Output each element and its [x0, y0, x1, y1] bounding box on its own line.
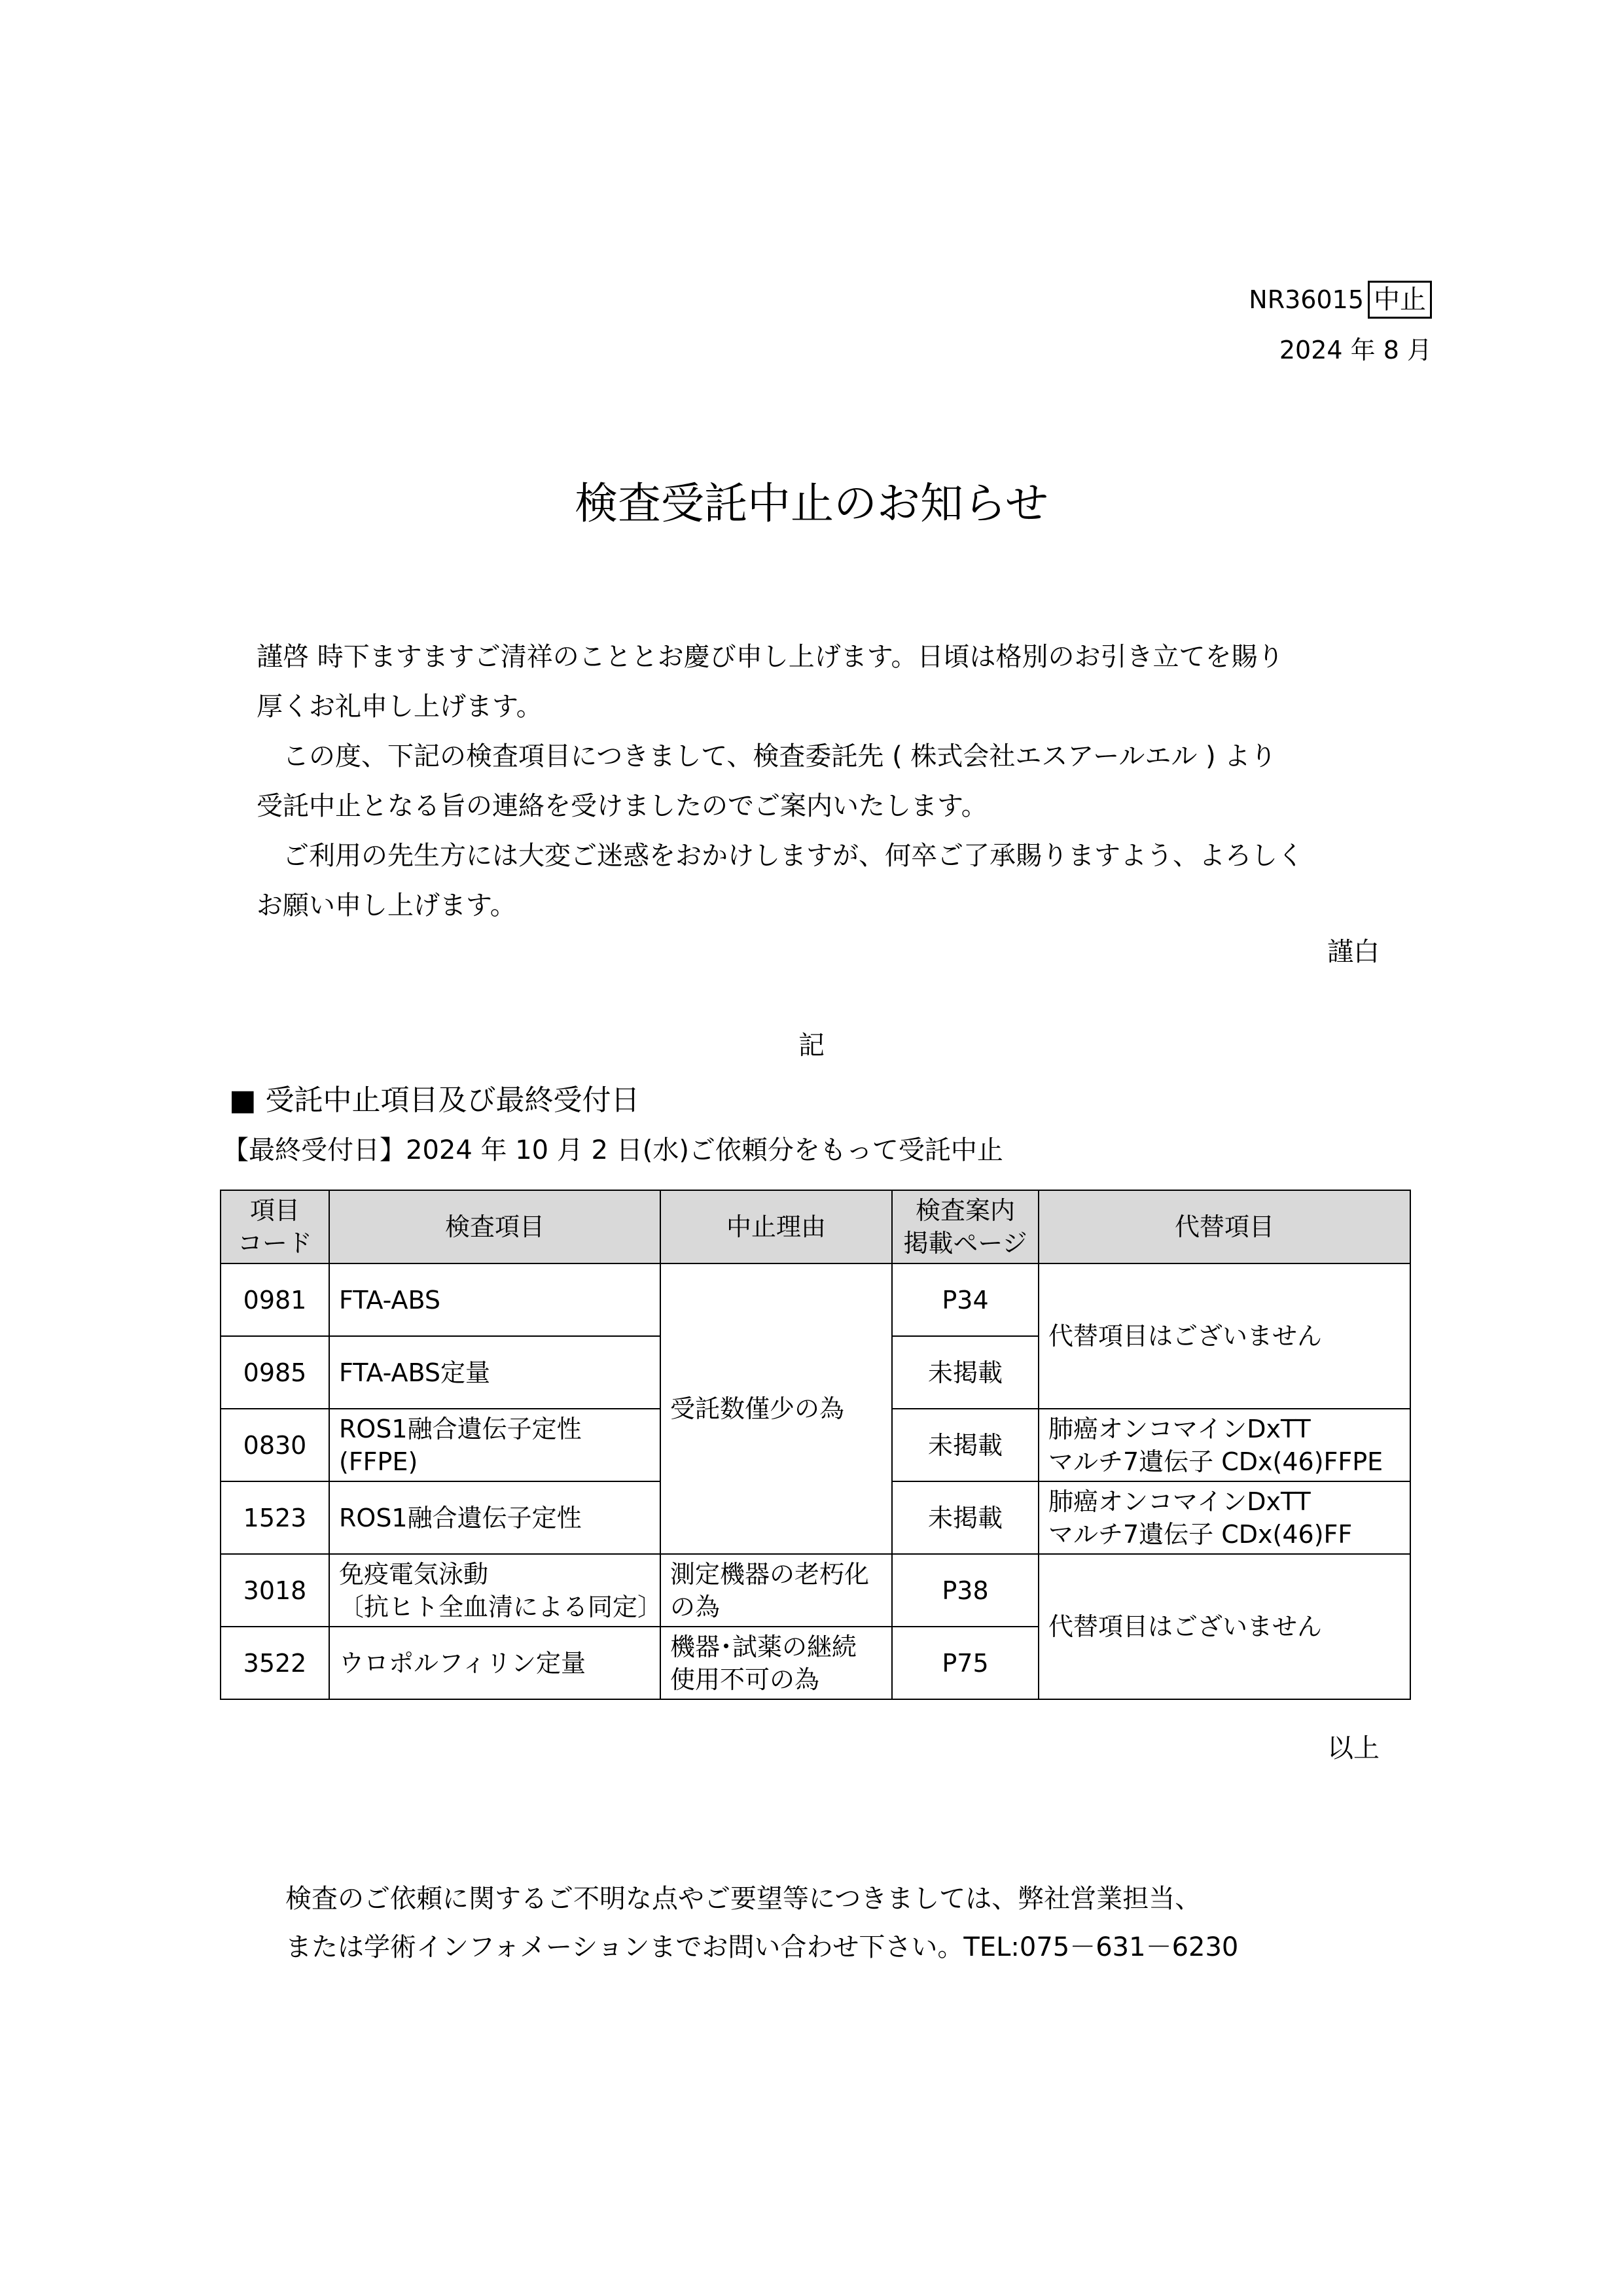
closing-word: 謹白	[1327, 937, 1380, 967]
header-reason: 中止理由	[660, 1190, 892, 1263]
greeting-paragraph: 謹啓 時下ますますご清祥のこととお慶び申し上げます。日頃は格別のお引き立てを賜り 厚くお礼申し上げます。	[257, 642, 1284, 722]
guide-page: P75	[892, 1627, 1039, 1699]
item-name: FTA-ABS	[329, 1263, 660, 1336]
alternative-item: 代替項目はございません	[1039, 1554, 1410, 1699]
item-code: 0830	[221, 1409, 329, 1481]
end-mark: 以上	[1327, 1733, 1380, 1763]
item-name: ROS1融合遺伝子定性	[329, 1481, 660, 1554]
contact-line-1: 検査のご依頼に関するご不明な点やご要望等につきましては、弊社営業担当、	[285, 1884, 1202, 1914]
notice-paragraph: この度、下記の検査項目につきまして、検査委託先 ( 株式会社エスアールエル ) より 受託中止となる旨の連絡を受けましたのでご案内いたします。	[257, 741, 1277, 821]
item-name: ROS1融合遺伝子定性 (FFPE)	[329, 1409, 660, 1481]
item-code: 0985	[221, 1336, 329, 1409]
alternative-item: 肺癌オンコマインDxTT マルチ7遺伝子 CDx(46)FFPE	[1039, 1409, 1410, 1481]
apology-paragraph: ご利用の先生方には大変ご迷惑をおかけしますが、何卒ご了承賜りますよう、よろしく お願い申し上げます。	[257, 841, 1304, 921]
item-code: 3522	[221, 1627, 329, 1699]
guide-page: 未掲載	[892, 1481, 1039, 1554]
discontinue-reason: 機器･試薬の継続 使用不可の為	[660, 1627, 892, 1699]
alternative-item: 代替項目はございません	[1039, 1263, 1410, 1409]
header-page-text: 検査案内 掲載ページ	[903, 1196, 1027, 1258]
status-stamp: 中止	[1368, 281, 1432, 319]
page-title: 検査受託中止のお知らせ	[574, 478, 1049, 529]
discontinued-items-table	[220, 1190, 1411, 1700]
discontinue-reason: 測定機器の老朽化 の為	[660, 1554, 892, 1627]
header-code	[221, 1190, 329, 1263]
item-name: FTA-ABS定量	[329, 1336, 660, 1409]
guide-page: P34	[892, 1263, 1039, 1336]
item-name: 免疫電気泳動 〔抗ヒト全血清による同定〕	[329, 1554, 660, 1627]
item-code: 0981	[221, 1263, 329, 1336]
discontinue-reason: 受託数僅少の為	[660, 1263, 892, 1554]
section-heading: ■ 受託中止項目及び最終受付日	[229, 1084, 640, 1117]
table-row	[221, 1554, 1410, 1627]
document-number	[1249, 280, 1432, 319]
header-alternative: 代替項目	[1039, 1190, 1410, 1263]
guide-page: P38	[892, 1554, 1039, 1627]
final-acceptance-date: 【最終受付日】2024 年 10 月 2 日(水)ご依頼分をもって受託中止	[223, 1135, 1003, 1165]
table-header-row	[221, 1190, 1410, 1263]
alternative-item: 肺癌オンコマインDxTT マルチ7遺伝子 CDx(46)FF	[1039, 1481, 1410, 1554]
header-page	[892, 1190, 1039, 1263]
item-code: 1523	[221, 1481, 329, 1554]
contact-line-2: または学術インフォメーションまでお問い合わせ下さい。TEL:075－631－6230	[285, 1932, 1239, 1962]
item-name: ウロポルフィリン定量	[329, 1627, 660, 1699]
item-code: 3018	[221, 1554, 329, 1627]
header-code-text: 項目 コード	[237, 1196, 312, 1258]
ki-mark: 記	[798, 1031, 825, 1061]
document-date: 2024 年 8 月	[1279, 336, 1432, 364]
document-number-text: NR36015	[1249, 285, 1364, 314]
guide-page: 未掲載	[892, 1409, 1039, 1481]
table-row	[221, 1263, 1410, 1336]
guide-page: 未掲載	[892, 1336, 1039, 1409]
header-item: 検査項目	[329, 1190, 660, 1263]
